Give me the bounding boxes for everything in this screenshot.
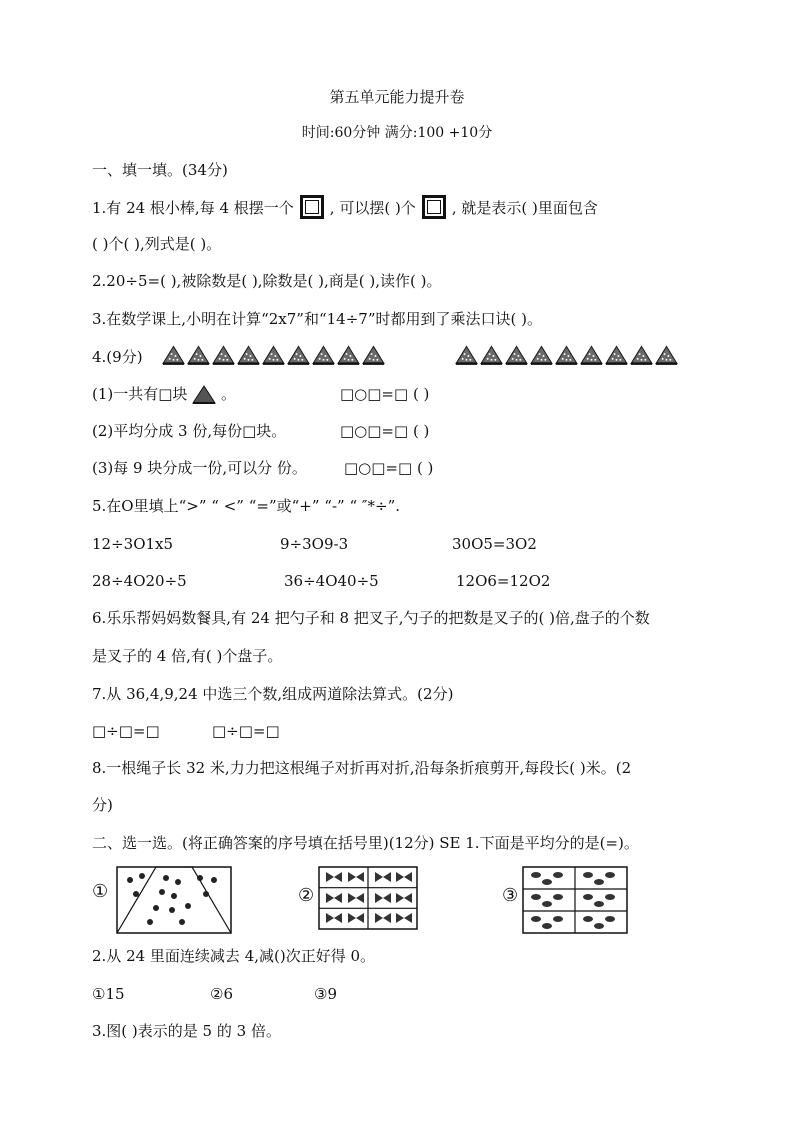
q7-equation: □÷□=□ [212,722,280,740]
question-4-heading: 4.(9分) [92,348,143,366]
candy-grid-figure [522,866,628,934]
question-1-line2: ( )个( ),列式是( )。 [92,235,222,253]
section1-heading: 一、填一填。(34分) [92,161,228,179]
q5-item: 30O5=3O2 [452,535,537,553]
watermelon-icon [287,344,310,366]
watermelon-group-right [455,344,678,368]
square-frame-icon [300,195,324,219]
q4-1-equation: □○□=□ ( ) [340,385,430,403]
page-title: 第五单元能力提升卷 [329,88,465,106]
q4-3-equation: □○□=□ ( ) [344,459,434,477]
question-4-1 [92,384,236,405]
q5-item: 9÷3O9-3 [280,535,349,553]
butterfly-grid-figure [318,866,418,930]
question-3: 3.在数学课上,小明在计算“2x7”和“14÷7”时都用到了乘法口诀( )。 [92,310,542,328]
option-1-label: ① [92,881,109,902]
watermelon-icon [555,344,578,366]
section2-question-2: 2.从 24 里面连续减去 4,减()次正好得 0。 [92,947,376,965]
q1-text-b: , 可以摆( )个 [329,199,416,217]
q5-item: 36÷4O40÷5 [284,572,379,590]
watermelon-icon [337,344,360,366]
question-6-line2: 是叉子的 4 倍,有( )个盘子。 [92,647,283,665]
q4-1-text: (1)一共有□块 [92,385,188,403]
watermelon-icon [655,344,678,366]
question-8-line1: 8.一根绳子长 32 米,力力把这根绳子对折再对折,沿每条折痕剪开,每段长( )米。(2 [92,759,632,777]
page-subtitle: 时间:60分钟 满分:100 +10分 [301,125,493,141]
question-4-3: (3)每 9 块分成一份,可以分 份。 [92,459,307,477]
q2-option: ②6 [210,985,233,1003]
q5-item: 28÷4O20÷5 [92,572,187,590]
watermelon-icon [455,344,478,366]
watermelon-icon [237,344,260,366]
question-8-line2: 分) [92,796,113,814]
option-2-label: ② [298,885,315,906]
question-6-line1: 6.乐乐帮妈妈数餐具,有 24 把勺子和 8 把叉子,勺子的把数是叉子的( )倍,盘子的个数 [92,609,650,627]
q5-item: 12÷3O1x5 [92,535,174,553]
question-7: 7.从 36,4,9,24 中选三个数,组成两道除法算式。(2分) [92,685,454,703]
watermelon-icon [187,344,210,366]
watermelon-icon [530,344,553,366]
watermelon-icon [580,344,603,366]
q5-item: 12O6=12O2 [456,572,551,590]
q1-text-a: 1.有 24 根小棒,每 4 根摆一个 [92,199,294,217]
watermelon-group-left [162,344,385,368]
question-2: 2.20÷5=( ),被除数是( ),除数是( ),商是( ),读作( )。 [92,272,442,290]
section2-question-3: 3.图( )表示的是 5 的 3 倍。 [92,1022,281,1040]
q7-equation: □÷□=□ [92,722,160,740]
q2-option: ③9 [314,985,337,1003]
question-5-heading: 5.在O里填上“>” “ <” “=”或“+” “-” “ ″*÷”. [92,497,401,515]
question-1-line1 [92,197,598,221]
q1-text-c: , 就是表示( )里面包含 [451,199,598,217]
option-3-label: ③ [502,885,519,906]
section2-heading: 二、选一选。(将正确答案的序号填在括号里)(12分) SE 1.下面是平均分的是(=)。 [92,834,639,852]
q2-option: ①15 [92,985,125,1003]
watermelon-icon [505,344,528,366]
triangle-division-figure [116,866,232,934]
q4-1-end: 。 [220,385,236,403]
question-4-2: (2)平均分成 3 份,每份□块。 [92,422,287,440]
watermelon-icon [262,344,285,366]
watermelon-icon [605,344,628,366]
watermelon-icon [362,344,385,366]
square-frame-icon [422,195,446,219]
watermelon-icon [312,344,335,366]
watermelon-icon [212,344,235,366]
watermelon-icon [162,344,185,366]
watermelon-icon [480,344,503,366]
q4-2-equation: □○□=□ ( ) [340,422,430,440]
watermelon-icon [630,344,653,366]
watermelon-icon [192,385,216,405]
